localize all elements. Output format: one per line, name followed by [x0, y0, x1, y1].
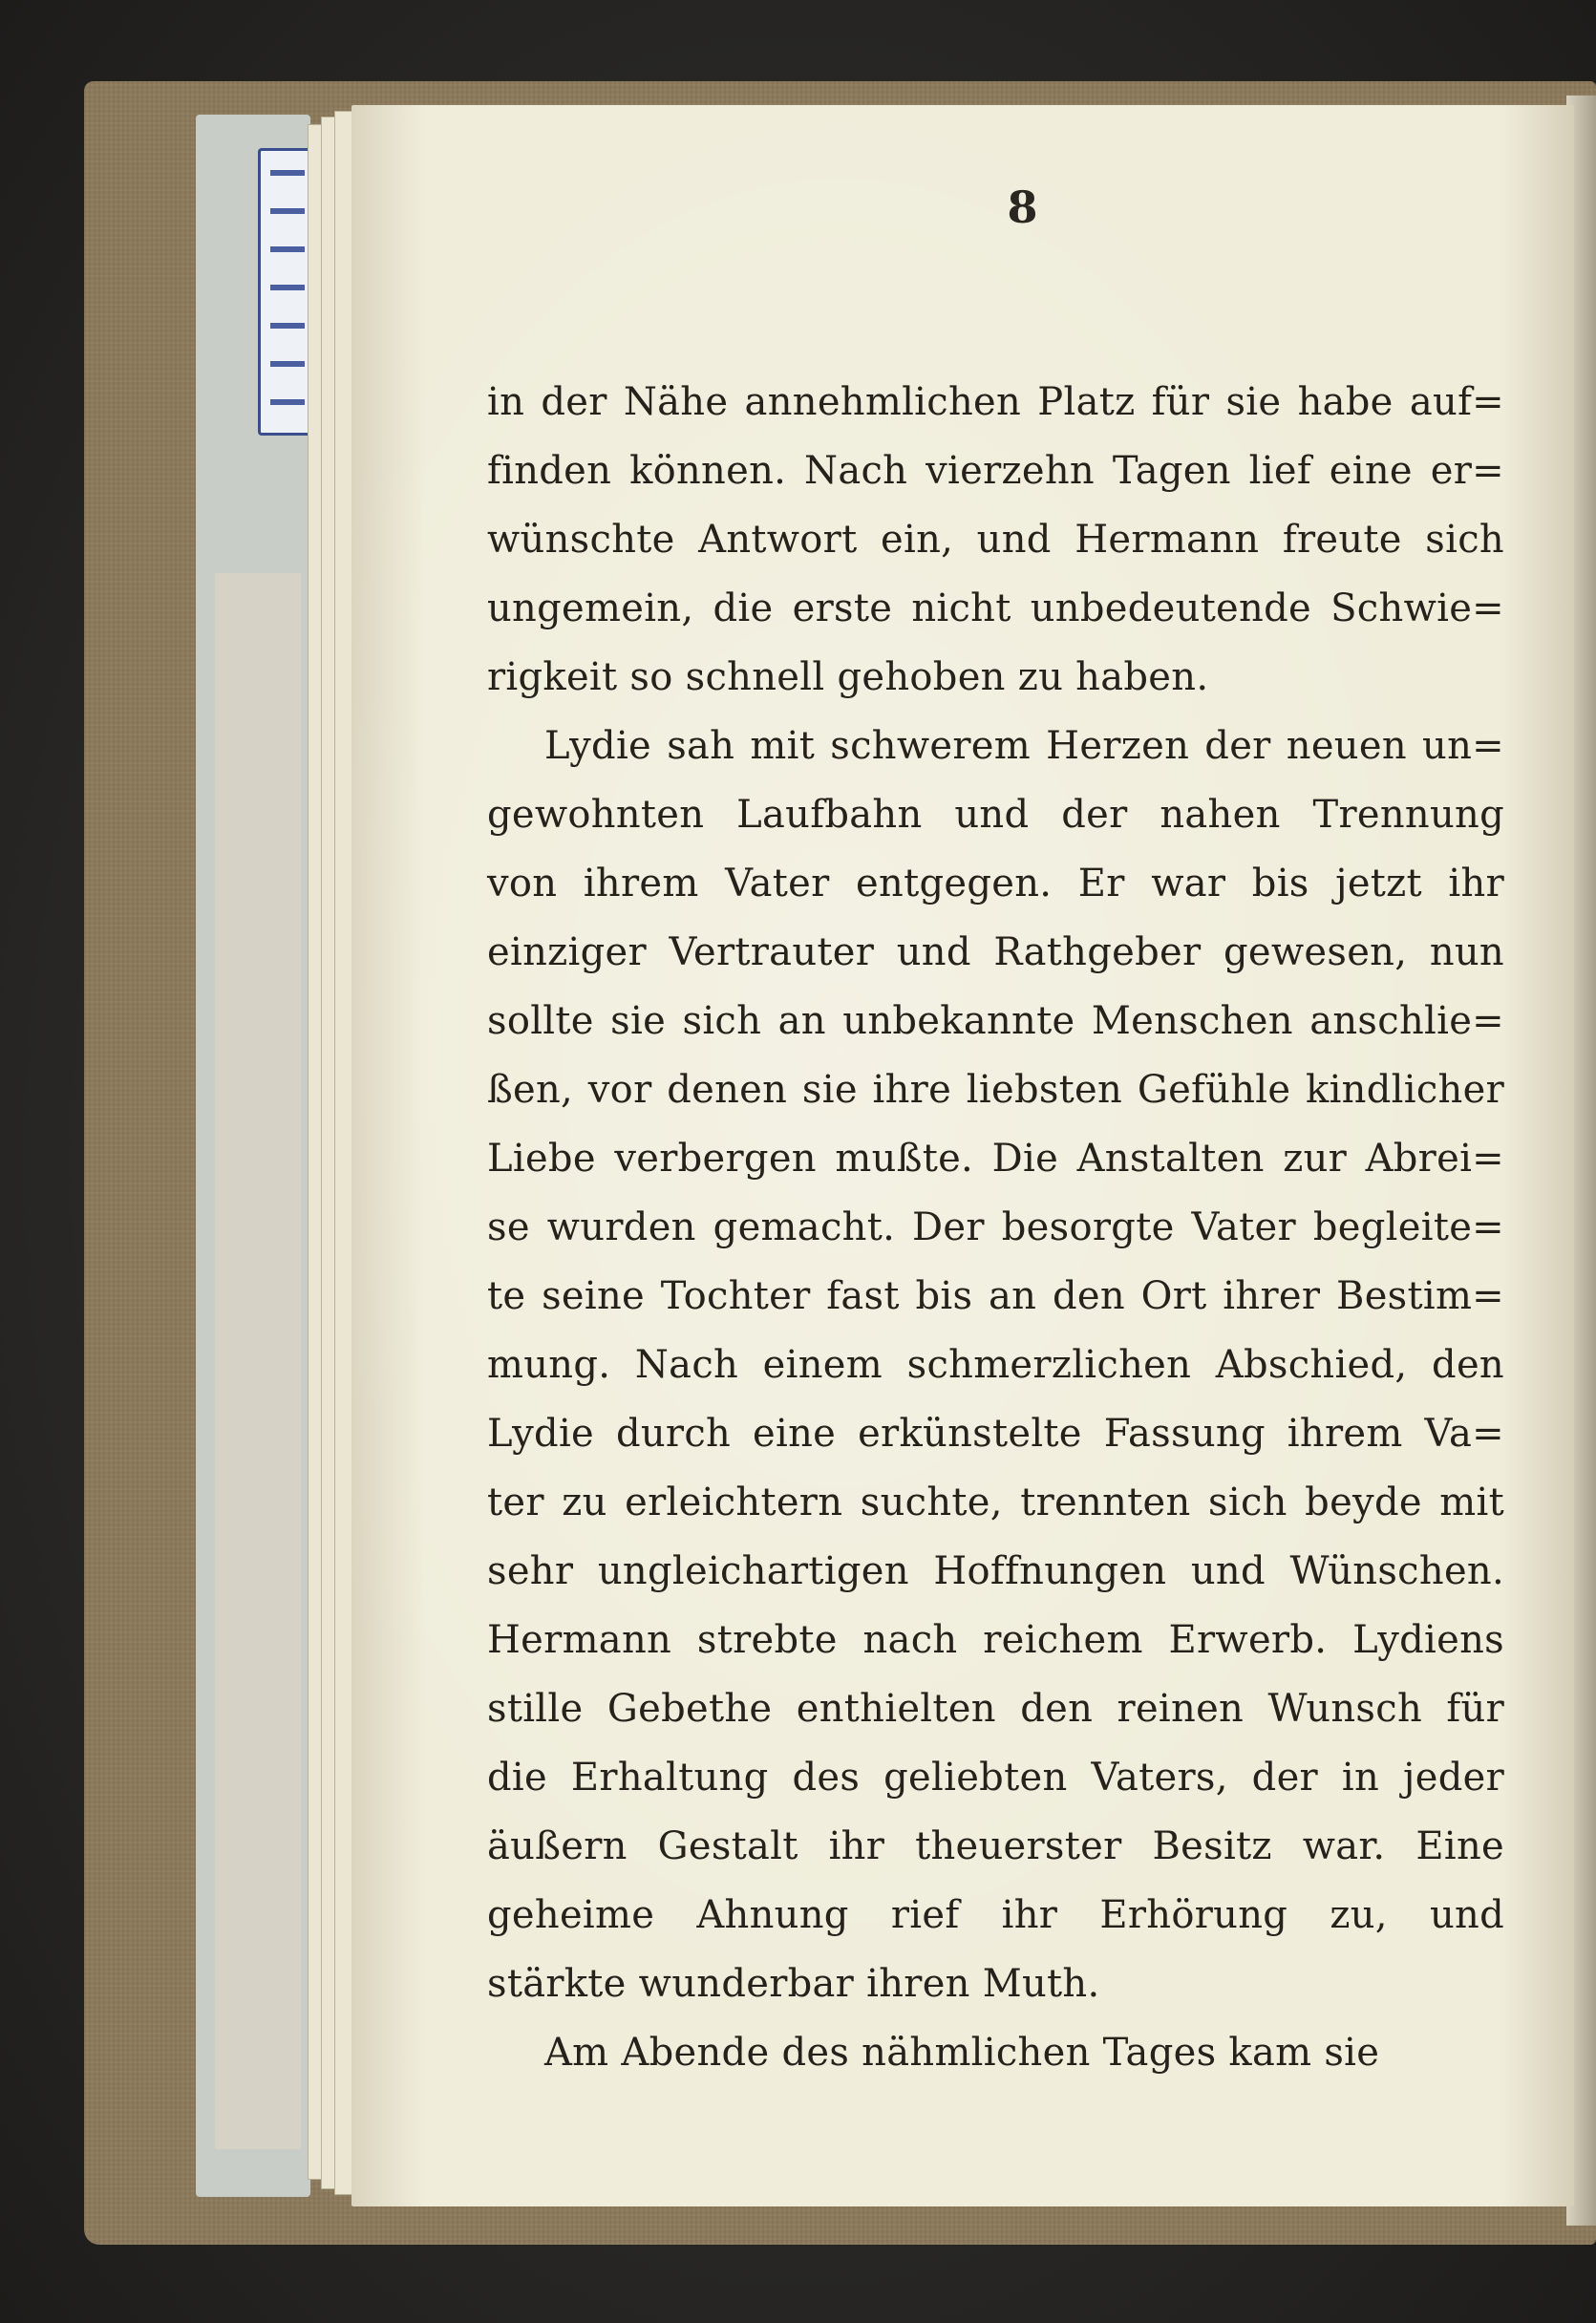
text-line: geheime Ahnung rief ihr Erhörung zu, und: [487, 1893, 1504, 1937]
text-line: ter zu erleichtern suchte, trennten sich beyde mit: [487, 1481, 1504, 1524]
text-line: von ihrem Vater entgegen. Er war bis jetzt ihr: [487, 862, 1504, 906]
body-text: [487, 368, 1504, 2087]
text-line: finden können. Nach vierzehn Tagen lief eine er=: [487, 449, 1504, 493]
text-line: ßen, vor denen sie ihre liebsten Gefühle kindlicher: [487, 1068, 1504, 1112]
text-line: die Erhaltung des geliebten Vaters, der in jeder: [487, 1756, 1504, 1800]
text-line: sehr ungleichartigen Hoffnungen und Wünschen.: [487, 1549, 1504, 1593]
text-line: in der Nähe annehmlichen Platz für sie habe auf=: [487, 380, 1504, 424]
page-number: 8: [1007, 181, 1038, 233]
text-line: se wurden gemacht. Der besorgte Vater begleite=: [487, 1205, 1504, 1249]
text-line: Hermann strebte nach reichem Erwerb. Lydiens: [487, 1618, 1504, 1662]
text-line: wünschte Antwort ein, und Hermann freute sich: [487, 518, 1504, 562]
text-line: äußern Gestalt ihr theuerster Besitz war. Eine: [487, 1824, 1504, 1868]
text-line: sollte sie sich an unbekannte Menschen anschlie=: [487, 999, 1504, 1043]
text-line: Liebe verbergen mußte. Die Anstalten zur Abrei=: [487, 1137, 1504, 1181]
text-line: Am Abende des nähmlichen Tages kam sie: [544, 2031, 1380, 2075]
text-line: ungemein, die erste nicht unbedeutende Schwie=: [487, 586, 1504, 630]
text-line: te seine Tochter fast bis an den Ort ihrer Bestim=: [487, 1274, 1504, 1318]
endpaper-shade: [215, 573, 301, 2149]
text-line: mung. Nach einem schmerzlichen Abschied, den: [487, 1343, 1504, 1387]
text-line: einziger Vertrauter und Rathgeber gewesen, nun: [487, 930, 1504, 974]
text-line: stärkte wunderbar ihren Muth.: [487, 1962, 1100, 2006]
text-line: gewohnten Laufbahn und der nahen Trennung: [487, 793, 1504, 837]
text-line: Lydie durch eine erkünstelte Fassung ihrem Va=: [487, 1412, 1504, 1456]
text-line: rigkeit so schnell gehoben zu haben.: [487, 655, 1209, 699]
text-line: stille Gebethe enthielten den reinen Wunsch für: [487, 1687, 1504, 1731]
text-line: Lydie sah mit schwerem Herzen der neuen un=: [544, 724, 1504, 768]
